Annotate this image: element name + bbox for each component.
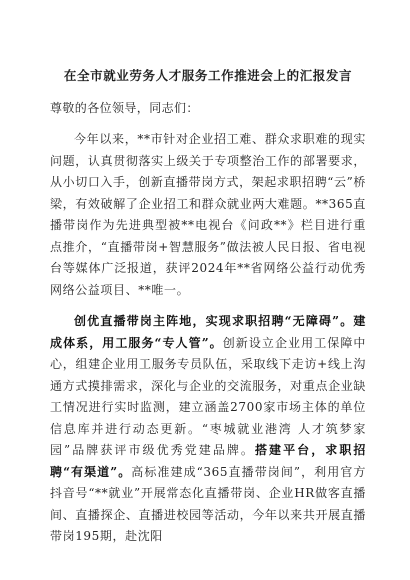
bold-heading-2: 搭建平台，求职招聘“有渠道”。 <box>50 443 366 479</box>
salutation: 尊敬的各位领导，同志们： <box>50 101 199 115</box>
paragraph-live-streaming <box>50 311 366 548</box>
paragraph-text-2: 高标准建成“365直播带岗间”，利用官方抖音号“**就业”开展常态化直播带岗、企业HR做客直播间、直播探企、直播进校园等活动，今年以来共开展直播带岗195期，赴沈阳 <box>50 464 366 543</box>
paragraph-intro: 今年以来，**市针对企业招工难、群众求职难的现实问题，认真贯彻落实上级关于专项整治工作的部署要求，从小切口入手，创新直播带岗方式，架起求职招聘“云”桥梁，有效破解了企业招工和群众就业两大难题。**365直播带岗作为先进典型被**电视台《问政**》栏目进行重点推介，“直播带岗+智慧服务”做法被人民日报、省电视台等媒体广泛报道，获评2024年**省网络公益行动优秀网络公益项目、**唯一。 <box>50 132 366 297</box>
paragraph-text-1: 创新设立企业用工保障中心，组建企业用工服务专员队伍，采取线下走访+线上沟通方式摸排需求，深化与企业的交流服务，对重点企业缺工情况进行实时监测，建立涵盖2700家市场主体的单位信息库并进行动态更新。“枣城就业港湾 人才筑梦家园”品牌获评市级优秀党建品牌。 <box>50 335 366 457</box>
document-title: 在全市就业劳务人才服务工作推进会上的汇报发言 <box>63 68 353 83</box>
bold-heading-1: 创优直播带岗主阵地，实现求职招聘“无障碍”。建成体系，用工服务“专人管”。 <box>50 314 366 350</box>
